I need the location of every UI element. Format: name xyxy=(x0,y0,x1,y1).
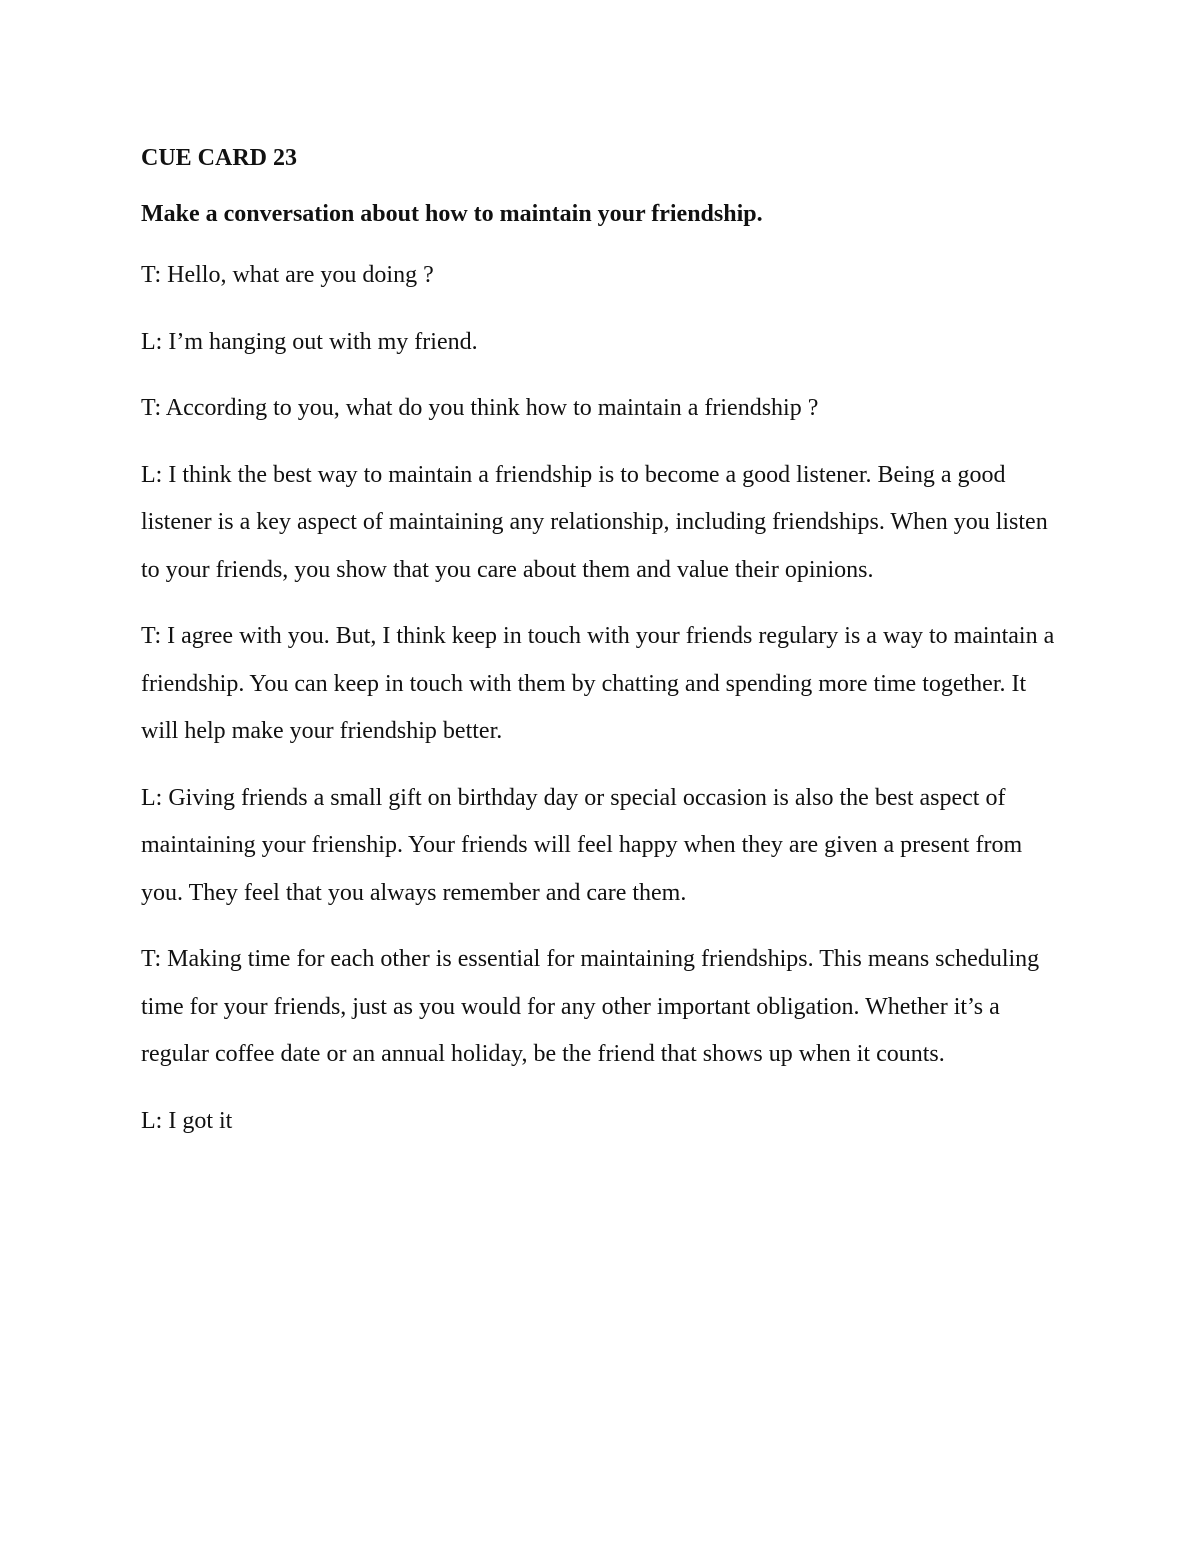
document-body xyxy=(141,142,1056,1164)
dialogue-line-3: T: According to you, what do you think how to maintain a friendship ? xyxy=(141,395,819,421)
dialogue-line-1: T: Hello, what are you doing ? xyxy=(141,262,434,288)
dialogue-line-4: L: I think the best way to maintain a friendship is to become a good listener. Being a good listener is a key aspect of maintaining any relationship, including friendships. When you listen to your friends, you show that you care about them and value their opinions. xyxy=(141,461,1048,583)
cue-card-prompt: Make a conversation about how to maintain your friendship. xyxy=(141,201,763,227)
dialogue-line-5: T: I agree with you. But, I think keep in touch with your friends regulary is a way to maintain a friendship. You can keep in touch with them by chatting and spending more time together. It will help make your friendship better. xyxy=(141,623,1055,744)
dialogue-line-6: L: Giving friends a small gift on birthday day or special occasion is also the best aspect of maintaining your frienship. Your friends will feel happy when they are given a present from you. They feel that you always remember and care them. xyxy=(141,784,1023,906)
dialogue-line-2: L: I’m hanging out with my friend. xyxy=(141,328,478,355)
page-title: CUE CARD 23 xyxy=(141,145,297,171)
dialogue-line-8: L: I got it xyxy=(141,1107,233,1134)
dialogue-line-7: T: Making time for each other is essential for maintaining friendships. This means scheduling time for your friends, just as you would for any other important obligation. Whether it’s a regular coffee date or an annual holiday, be the friend that shows up when it counts. xyxy=(141,946,1040,1067)
